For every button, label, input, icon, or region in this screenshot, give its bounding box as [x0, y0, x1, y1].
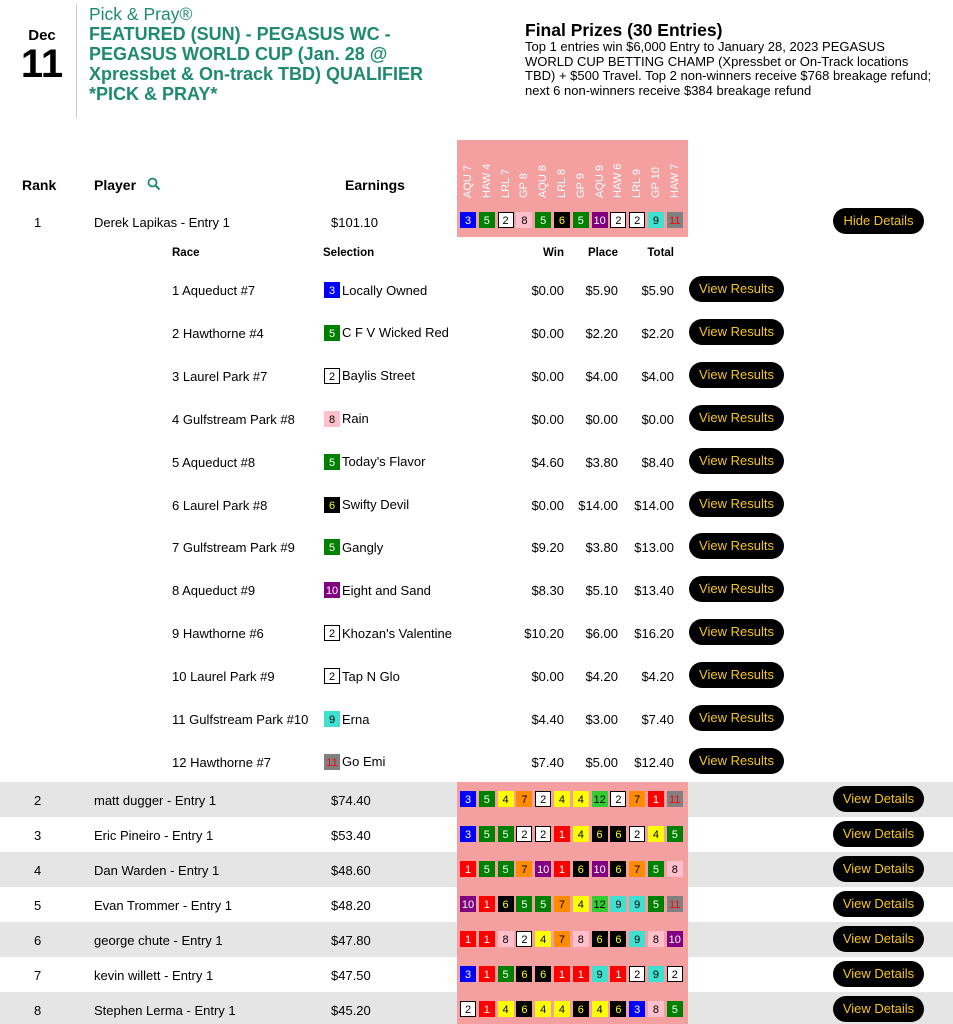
- race-column-label: HAW 7: [668, 163, 681, 198]
- selection-col-header: Selection: [323, 247, 375, 259]
- rank-value: 1: [34, 215, 42, 230]
- view-results-button[interactable]: View Results: [689, 319, 784, 345]
- total-value: $4.00: [641, 368, 674, 384]
- saddle-cloth-number: 2: [324, 625, 340, 641]
- picks-strip: [460, 931, 686, 947]
- saddle-cloth-number: 7: [629, 791, 645, 807]
- saddle-cloth-number: 9: [629, 931, 645, 947]
- saddle-cloth-number: 2: [610, 212, 626, 228]
- saddle-cloth-number: 5: [535, 896, 551, 912]
- player-name: matt dugger - Entry 1: [94, 793, 217, 808]
- place-value: $4.20: [585, 669, 618, 685]
- saddle-cloth-number: 5: [498, 966, 514, 982]
- saddle-cloth-number: 5: [324, 325, 340, 341]
- standings-row: [0, 922, 953, 957]
- race-name: 6 Laurel Park #8: [172, 497, 268, 513]
- saddle-cloth-number: 1: [573, 966, 589, 982]
- place-value: $3.80: [585, 540, 618, 556]
- final-prizes: [525, 20, 935, 98]
- saddle-cloth-number: 1: [479, 966, 495, 982]
- player-name: Dan Warden - Entry 1: [94, 863, 220, 878]
- date-day: 11: [20, 42, 64, 86]
- view-details-button[interactable]: View Details: [833, 961, 924, 987]
- search-icon[interactable]: [147, 177, 161, 191]
- saddle-cloth-number: 11: [667, 791, 683, 807]
- place-value: $5.10: [585, 583, 618, 599]
- race-name: 2 Hawthorne #4: [172, 325, 264, 341]
- saddle-cloth-number: 1: [610, 966, 626, 982]
- win-value: $7.40: [531, 754, 564, 770]
- picks-strip: [460, 826, 686, 842]
- race-name: 7 Gulfstream Park #9: [172, 540, 295, 556]
- saddle-cloth-number: 7: [629, 861, 645, 877]
- saddle-cloth-number: 4: [498, 791, 514, 807]
- saddle-cloth-number: 6: [610, 861, 626, 877]
- rank-header: Rank: [22, 177, 57, 193]
- place-value: $4.00: [585, 368, 618, 384]
- rank-value: 5: [34, 898, 42, 913]
- saddle-cloth-number: 3: [460, 966, 476, 982]
- saddle-cloth-number: 1: [460, 861, 476, 877]
- saddle-cloth-number: 9: [648, 966, 664, 982]
- view-results-button[interactable]: View Results: [689, 533, 784, 559]
- picks-strip: [460, 896, 686, 912]
- race-column-label: GP 9: [574, 173, 587, 198]
- saddle-cloth-number: 6: [498, 896, 514, 912]
- view-details-button[interactable]: View Details: [833, 856, 924, 882]
- earnings-value: $74.40: [331, 793, 371, 808]
- saddle-cloth-number: 1: [554, 826, 570, 842]
- saddle-cloth-number: 11: [324, 754, 340, 770]
- standings-row: [0, 817, 953, 852]
- win-value: $0.00: [531, 283, 564, 298]
- win-value: $4.60: [531, 454, 564, 470]
- player-header[interactable]: Player: [94, 177, 137, 193]
- win-value: $0.00: [531, 325, 564, 341]
- race-name: 9 Hawthorne #6: [172, 626, 264, 642]
- detail-row: [0, 655, 953, 698]
- saddle-cloth-number: 2: [667, 966, 683, 982]
- total-value: $14.00: [634, 497, 674, 513]
- win-value: $0.00: [531, 411, 564, 427]
- saddle-cloth-number: 6: [324, 497, 340, 513]
- saddle-cloth-number: 1: [554, 861, 570, 877]
- horse-name: Baylis Street: [342, 368, 415, 384]
- win-value: $9.20: [531, 540, 564, 556]
- saddle-cloth-number: 1: [460, 931, 476, 947]
- race-column-label: LRL 9: [631, 169, 644, 198]
- horse-name: Go Emi: [342, 754, 386, 770]
- saddle-cloth-number: 12: [592, 791, 608, 807]
- view-results-button[interactable]: View Results: [689, 619, 784, 645]
- saddle-cloth-number: 2: [460, 1001, 476, 1017]
- saddle-cloth-number: 4: [554, 791, 570, 807]
- earnings-value: $48.60: [331, 863, 371, 878]
- rank-value: 7: [34, 968, 42, 983]
- place-value: $6.00: [585, 626, 618, 642]
- picks-strip: [460, 966, 686, 982]
- rank-value: 2: [34, 793, 42, 808]
- detail-row: [0, 698, 953, 741]
- saddle-cloth-number: 7: [516, 791, 532, 807]
- detail-row: [0, 441, 953, 484]
- view-details-button[interactable]: View Details: [833, 926, 924, 952]
- total-value: $12.40: [634, 754, 674, 770]
- race-column-label: GP 10: [649, 167, 662, 198]
- saddle-cloth-number: 10: [592, 861, 608, 877]
- place-value: $5.90: [585, 283, 618, 298]
- picks-strip: [460, 1001, 686, 1017]
- race-name: 10 Laurel Park #9: [172, 669, 275, 685]
- rank-value: 3: [34, 828, 42, 843]
- horse-name: Rain: [342, 411, 369, 427]
- total-value: $8.40: [641, 454, 674, 470]
- saddle-cloth-number: 8: [573, 931, 589, 947]
- saddle-cloth-number: 10: [592, 212, 608, 228]
- saddle-cloth-number: 5: [479, 212, 495, 228]
- race-column-label: AQU 9: [593, 164, 606, 198]
- saddle-cloth-number: 5: [667, 1001, 683, 1017]
- saddle-cloth-number: 5: [479, 861, 495, 877]
- prizes-text: Top 1 entries win $6,000 Entry to January 28, 2023 PEGASUS WORLD CUP BETTING CHAMP (Xpressbet or On-Track locations TBD) + $500 Travel. Top 2 non-winners receive $768 breakage refund; next 6 non-winners receive $384 breakage refund: [525, 39, 932, 98]
- saddle-cloth-number: 4: [535, 1001, 551, 1017]
- saddle-cloth-number: 5: [648, 896, 664, 912]
- saddle-cloth-number: 4: [592, 1001, 608, 1017]
- race-name: 8 Aqueduct #9: [172, 583, 256, 599]
- total-value: $16.20: [634, 626, 674, 642]
- standings-row: [0, 992, 953, 1024]
- saddle-cloth-number: 6: [610, 826, 626, 842]
- saddle-cloth-number: 5: [648, 861, 664, 877]
- place-value: $14.00: [578, 497, 618, 513]
- contest-title-block: [89, 5, 459, 104]
- saddle-cloth-number: 8: [648, 1001, 664, 1017]
- race-column-label: HAW 6: [612, 163, 625, 198]
- detail-row: [0, 741, 953, 784]
- saddle-cloth-number: 1: [554, 966, 570, 982]
- race-column-label: HAW 4: [480, 163, 493, 198]
- selection: [324, 282, 427, 298]
- saddle-cloth-number: 8: [324, 411, 340, 427]
- win-value: $4.40: [531, 712, 564, 727]
- saddle-cloth-number: 1: [648, 791, 664, 807]
- saddle-cloth-number: 2: [498, 212, 514, 228]
- selection: [324, 754, 385, 770]
- horse-name: Eight and Sand: [342, 582, 431, 598]
- saddle-cloth-number: 9: [610, 896, 626, 912]
- date-month: Dec: [28, 27, 56, 44]
- saddle-cloth-number: 9: [648, 212, 664, 228]
- total-value: $7.40: [641, 712, 674, 727]
- saddle-cloth-number: 8: [498, 931, 514, 947]
- rank-value: 4: [34, 863, 42, 878]
- saddle-cloth-number: 5: [667, 826, 683, 842]
- win-value: $10.20: [524, 626, 564, 642]
- saddle-cloth-number: 12: [592, 896, 608, 912]
- prizes-title: Final Prizes (30 Entries): [525, 20, 723, 40]
- place-value: $2.20: [585, 325, 618, 341]
- player-name: Stephen Lerma - Entry 1: [94, 1003, 236, 1018]
- player-name: kevin willett - Entry 1: [94, 968, 214, 983]
- earnings-header: Earnings: [345, 177, 405, 193]
- saddle-cloth-number: 5: [324, 454, 340, 470]
- saddle-cloth-number: 10: [324, 582, 340, 598]
- saddle-cloth-number: 7: [554, 931, 570, 947]
- saddle-cloth-number: 9: [324, 711, 340, 727]
- saddle-cloth-number: 2: [629, 966, 645, 982]
- saddle-cloth-number: 2: [516, 931, 532, 947]
- saddle-cloth-number: 6: [535, 966, 551, 982]
- win-value: $8.30: [531, 583, 564, 599]
- view-results-button[interactable]: View Results: [689, 405, 784, 431]
- picks-strip: [460, 861, 686, 877]
- saddle-cloth-number: 6: [516, 1001, 532, 1017]
- saddle-cloth-number: 8: [516, 212, 532, 228]
- earnings-value: $47.80: [331, 933, 371, 948]
- saddle-cloth-number: 6: [592, 931, 608, 947]
- saddle-cloth-number: 5: [479, 791, 495, 807]
- saddle-cloth-number: 10: [535, 861, 551, 877]
- win-value: $0.00: [531, 497, 564, 513]
- place-value: $3.00: [585, 712, 618, 727]
- total-value: $13.00: [634, 540, 674, 556]
- race-name: 11 Gulfstream Park #10: [172, 712, 309, 727]
- view-details-button[interactable]: View Details: [833, 821, 924, 847]
- place-value: $3.80: [585, 454, 618, 470]
- saddle-cloth-number: 2: [629, 826, 645, 842]
- saddle-cloth-number: 7: [554, 896, 570, 912]
- saddle-cloth-number: 3: [629, 1001, 645, 1017]
- horse-name: Khozan's Valentine: [342, 625, 452, 641]
- earnings-value: $45.20: [331, 1003, 371, 1018]
- earnings-value: $53.40: [331, 828, 371, 843]
- horse-name: Tap N Glo: [342, 668, 400, 684]
- saddle-cloth-number: 6: [610, 1001, 626, 1017]
- view-details-button[interactable]: View Details: [833, 891, 924, 917]
- earnings-value: $101.10: [331, 215, 378, 230]
- picks-strip: [460, 212, 686, 228]
- saddle-cloth-number: 3: [460, 212, 476, 228]
- hide-details-button[interactable]: Hide Details: [833, 208, 924, 234]
- selection: [324, 625, 452, 641]
- view-results-button[interactable]: View Results: [689, 491, 784, 517]
- view-results-button[interactable]: View Results: [689, 576, 784, 602]
- selection: [324, 711, 369, 727]
- saddle-cloth-number: 8: [667, 861, 683, 877]
- saddle-cloth-number: 6: [610, 931, 626, 947]
- view-results-button[interactable]: View Results: [689, 748, 784, 774]
- view-results-button[interactable]: View Results: [689, 662, 784, 688]
- saddle-cloth-number: 5: [573, 212, 589, 228]
- selection: [324, 497, 409, 513]
- saddle-cloth-number: 4: [535, 931, 551, 947]
- win-value: $0.00: [531, 368, 564, 384]
- player-name: Eric Pineiro - Entry 1: [94, 828, 214, 843]
- saddle-cloth-number: 5: [535, 212, 551, 228]
- detail-row: [0, 398, 953, 441]
- player-name: Derek Lapikas - Entry 1: [94, 215, 230, 230]
- player-name: george chute - Entry 1: [94, 933, 223, 948]
- horse-name: C F V Wicked Red: [342, 325, 449, 341]
- saddle-cloth-number: 4: [648, 826, 664, 842]
- detail-row: [0, 569, 953, 612]
- saddle-cloth-number: 1: [479, 931, 495, 947]
- total-value: $0.00: [641, 411, 674, 427]
- saddle-cloth-number: 6: [554, 212, 570, 228]
- saddle-cloth-number: 2: [516, 826, 532, 842]
- detail-row: [0, 355, 953, 398]
- saddle-cloth-number: 2: [324, 668, 340, 684]
- contest-title: FEATURED (SUN) - PEGASUS WC - PEGASUS WORLD CUP (Jan. 28 @ Xpressbet & On-track TBD) QUALIFIER *PICK & PRAY*: [89, 24, 424, 104]
- saddle-cloth-number: 4: [573, 896, 589, 912]
- view-results-button[interactable]: View Results: [689, 276, 784, 302]
- horse-name: Today's Flavor: [342, 454, 426, 470]
- rank-value: 8: [34, 1003, 42, 1018]
- standings-row: [0, 957, 953, 992]
- selection: [324, 668, 400, 684]
- saddle-cloth-number: 2: [610, 791, 626, 807]
- saddle-cloth-number: 2: [535, 826, 551, 842]
- selection: [324, 454, 425, 470]
- total-value: $4.20: [641, 669, 674, 685]
- contest-date: [20, 27, 64, 86]
- view-details-button[interactable]: View Details: [833, 786, 924, 812]
- detail-row: [0, 269, 953, 312]
- saddle-cloth-number: 1: [479, 1001, 495, 1017]
- race-name: 4 Gulfstream Park #8: [172, 411, 295, 427]
- total-value: $13.40: [634, 583, 674, 599]
- race-column-label: AQU 7: [462, 164, 474, 198]
- earnings-value: $48.20: [331, 898, 371, 913]
- view-results-button[interactable]: View Results: [689, 362, 784, 388]
- selection: [324, 325, 449, 341]
- saddle-cloth-number: 3: [460, 826, 476, 842]
- horse-name: Gangly: [342, 539, 384, 555]
- saddle-cloth-number: 4: [554, 1001, 570, 1017]
- saddle-cloth-number: 5: [498, 861, 514, 877]
- detail-row: [0, 484, 953, 527]
- saddle-cloth-number: 5: [324, 539, 340, 555]
- standings-row: [0, 852, 953, 887]
- earnings-value: $47.50: [331, 968, 371, 983]
- horse-name: Swifty Devil: [342, 497, 410, 512]
- saddle-cloth-number: 2: [629, 212, 645, 228]
- view-results-button[interactable]: View Results: [689, 448, 784, 474]
- place-value: $5.00: [585, 754, 618, 770]
- selection: [324, 368, 415, 384]
- race-name: 12 Hawthorne #7: [172, 754, 272, 770]
- saddle-cloth-number: 6: [516, 966, 532, 982]
- saddle-cloth-number: 5: [498, 826, 514, 842]
- saddle-cloth-number: 4: [498, 1001, 514, 1017]
- detail-row: [0, 526, 953, 569]
- place-value: $0.00: [585, 411, 618, 427]
- saddle-cloth-number: 6: [573, 1001, 589, 1017]
- standings-row: [0, 887, 953, 922]
- total-value: $2.20: [641, 325, 674, 341]
- total-value: $5.90: [641, 283, 674, 298]
- race-column-label: AQU 8: [537, 164, 550, 198]
- saddle-cloth-number: 3: [460, 791, 476, 807]
- detail-row: [0, 312, 953, 355]
- selection: [324, 582, 431, 598]
- horse-name: Locally Owned: [342, 282, 428, 298]
- saddle-cloth-number: 8: [648, 931, 664, 947]
- player-name: Evan Trommer - Entry 1: [94, 898, 232, 913]
- saddle-cloth-number: 5: [479, 826, 495, 842]
- view-details-button[interactable]: View Details: [833, 996, 924, 1022]
- race-name: 5 Aqueduct #8: [172, 454, 256, 470]
- view-results-button[interactable]: View Results: [689, 705, 784, 731]
- saddle-cloth-number: 5: [516, 896, 532, 912]
- standings-row: [0, 782, 953, 817]
- detail-row: [0, 612, 953, 655]
- picks-strip: [460, 791, 686, 807]
- saddle-cloth-number: 10: [667, 931, 683, 947]
- standings-row: [0, 204, 953, 237]
- race-column-label: GP 8: [518, 173, 531, 198]
- saddle-cloth-number: 2: [535, 791, 551, 807]
- saddle-cloth-number: 11: [667, 212, 683, 228]
- saddle-cloth-number: 6: [592, 826, 608, 842]
- race-column-label: LRL 7: [499, 169, 512, 198]
- contest-brand: Pick & Pray®: [89, 4, 193, 24]
- saddle-cloth-number: 4: [573, 826, 589, 842]
- saddle-cloth-number: 4: [573, 791, 589, 807]
- selection: [324, 539, 383, 555]
- place-col-header: Place: [587, 247, 618, 259]
- race-column-label: LRL 8: [555, 169, 568, 198]
- saddle-cloth-number: 9: [592, 966, 608, 982]
- rank-value: 6: [34, 933, 42, 948]
- saddle-cloth-number: 7: [516, 861, 532, 877]
- win-value: $0.00: [531, 669, 564, 685]
- race-name: 1 Aqueduct #7: [172, 283, 256, 298]
- saddle-cloth-number: 2: [324, 368, 340, 384]
- saddle-cloth-number: 9: [629, 896, 645, 912]
- saddle-cloth-number: 3: [324, 282, 340, 298]
- saddle-cloth-number: 6: [573, 861, 589, 877]
- saddle-cloth-number: 10: [460, 896, 476, 912]
- saddle-cloth-number: 1: [479, 896, 495, 912]
- race-name: 3 Laurel Park #7: [172, 368, 268, 384]
- header-divider: [76, 4, 77, 118]
- total-col-header: Total: [647, 247, 674, 259]
- race-col-header: Race: [172, 247, 200, 259]
- selection: [324, 411, 369, 427]
- horse-name: Erna: [342, 711, 370, 727]
- saddle-cloth-number: 11: [667, 896, 683, 912]
- win-col-header: Win: [543, 247, 564, 259]
